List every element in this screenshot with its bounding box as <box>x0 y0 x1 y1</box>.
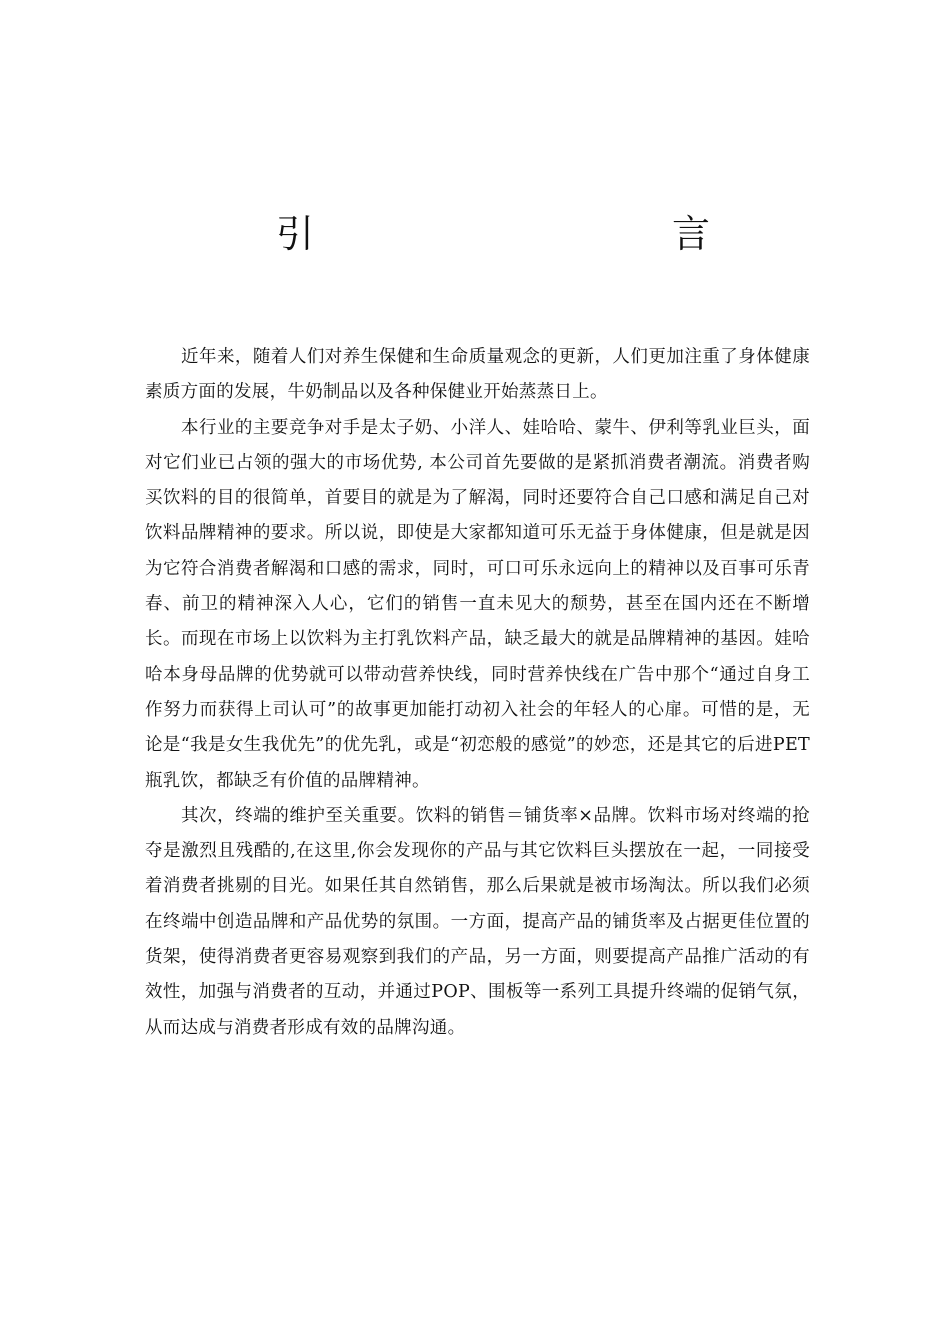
paragraph-terminal: 其次，终端的维护至关重要。饮料的销售＝铺货率×品牌。饮料市场对终端的抢夺是激烈且残酷的,在这里,你会发现你的产品与其它饮料巨头摆放在一起，一同接受着消费者挑剔的目光。如果任其自然销售，那么后果就是被市场淘汰。所以我们必须在终端中创造品牌和产品优势的氛围。一方面，提高产品的铺货率及占据更佳位置的货架，使得消费者更容易观察到我们的产品，另一方面，则要提高产品推广活动的有效性，加强与消费者的互动，并通过POP、围板等一系列工具提升终端的促销气氛，从而达成与消费者形成有效的品牌沟通。 <box>145 805 810 1038</box>
paragraph-intro: 近年来，随着人们对养生保健和生命质量观念的更新，人们更加注重了身体健康素质方面的发展，牛奶制品以及各种保健业开始蒸蒸日上。 <box>145 347 810 403</box>
page-title <box>0 206 950 266</box>
title-char-2: 言 <box>672 212 711 256</box>
body-text <box>145 340 810 1046</box>
title-char-1: 引 <box>276 212 315 256</box>
paragraph-competitors: 本行业的主要竞争对手是太子奶、小洋人、娃哈哈、蒙牛、伊利等乳业巨头，面对它们业已占领的强大的市场优势, 本公司首先要做的是紧抓消费者潮流。消费者购买饮料的目的很简单，首要目的就是为了解渴，同时还要符合自己口感和满足自己对饮料品牌精神的要求。所以说，即使是大家都知道可乐无益于身体健康，但是就是因为它符合消费者解渴和口感的需求，同时，可口可乐永远向上的精神以及百事可乐青春、前卫的精神深入人心，它们的销售一直未见大的颓势，甚至在国内还在不断增长。而现在市场上以饮料为主打乳饮料产品，缺乏最大的就是品牌精神的基因。娃哈哈本身母品牌的优势就可以带动营养快线，同时营养快线在广告中那个“通过自身工作努力而获得上司认可”的故事更加能打动初入社会的年轻人的心扉。可惜的是，无论是“我是女生我优先”的优先乳，或是“初恋般的感觉”的妙恋，还是其它的后进PET瓶乳饮，都缺乏有价值的品牌精神。 <box>145 417 810 791</box>
